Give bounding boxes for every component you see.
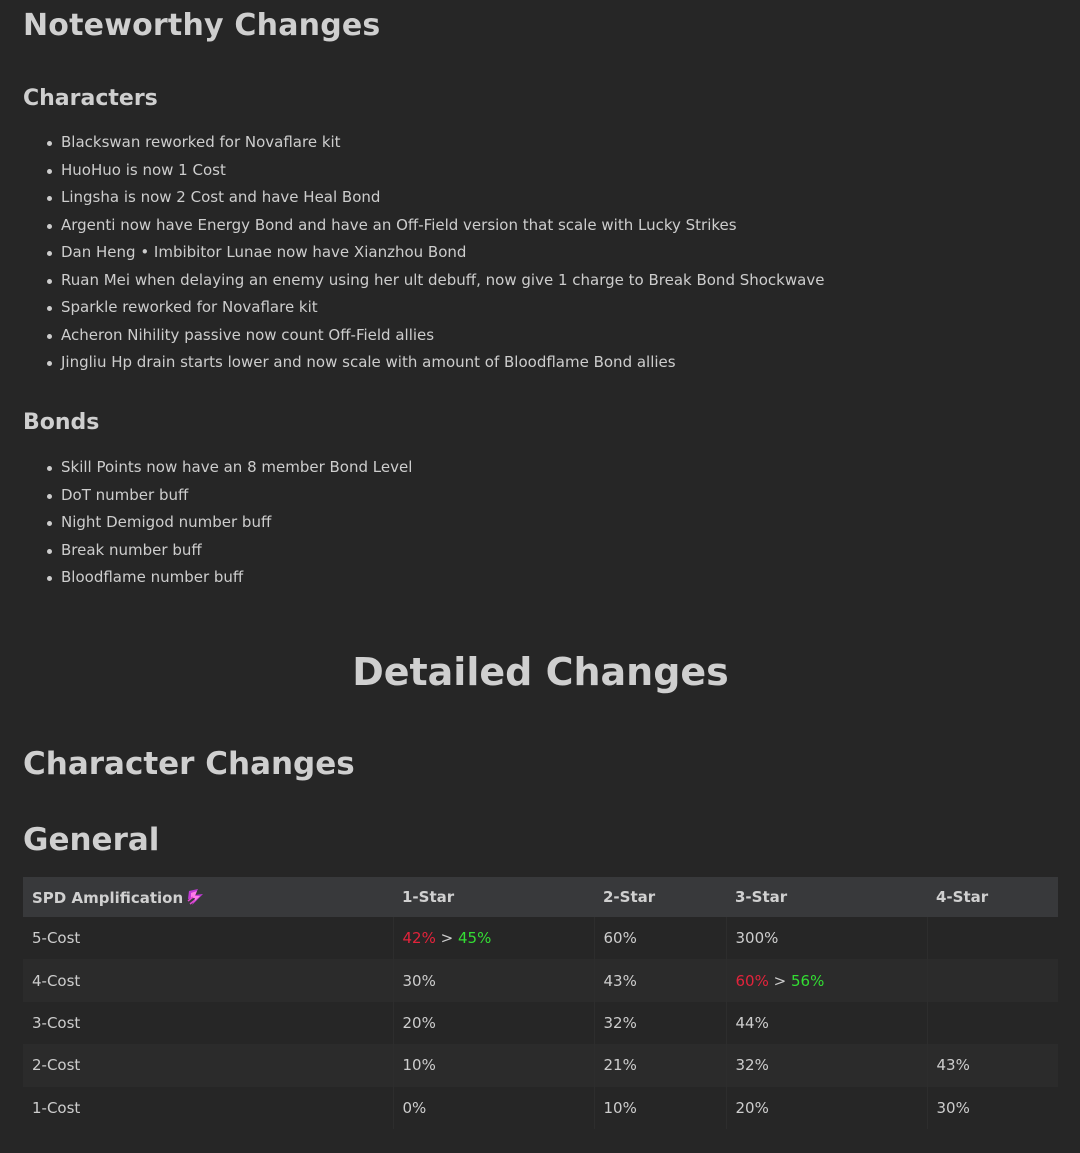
noteworthy-changes-heading: Noteworthy Changes <box>23 8 381 43</box>
table-row <box>23 917 1058 959</box>
table-row <box>23 1002 1058 1044</box>
table-cell: 10% <box>594 1087 726 1129</box>
table-cell <box>393 917 594 959</box>
row-label: 5-Cost <box>23 917 393 959</box>
new-value: 56% <box>790 971 825 990</box>
old-value: 60% <box>735 971 769 990</box>
table-cell: 20% <box>726 1087 927 1129</box>
table-cell: 30% <box>927 1087 1058 1129</box>
table-cell: 20% <box>393 1002 594 1044</box>
spd-amplification-label: SPD Amplification <box>32 889 184 907</box>
new-value: 45% <box>457 929 492 948</box>
characters-list <box>23 129 824 377</box>
column-header-1-star: 1-Star <box>393 877 594 917</box>
row-label: 1-Cost <box>23 1087 393 1129</box>
table-cell: 32% <box>726 1044 927 1086</box>
table-cell <box>927 959 1058 1001</box>
bonds-heading: Bonds <box>23 410 100 435</box>
general-heading: General <box>23 822 160 858</box>
bonds-list <box>23 454 412 592</box>
table-cell <box>927 917 1058 959</box>
table-cell: 0% <box>393 1087 594 1129</box>
column-header-3-star: 3-Star <box>726 877 927 917</box>
table-cell: 43% <box>927 1044 1058 1086</box>
list-item: Sparkle reworked for Novaflare kit <box>61 294 824 322</box>
table-header-row <box>23 877 1058 917</box>
row-label: 3-Cost <box>23 1002 393 1044</box>
table-cell <box>927 1002 1058 1044</box>
table-cell: 10% <box>393 1044 594 1086</box>
table-row <box>23 959 1058 1001</box>
table-cell: 43% <box>594 959 726 1001</box>
characters-heading: Characters <box>23 86 158 111</box>
list-item: Jingliu Hp drain starts lower and now scale with amount of Bloodflame Bond allies <box>61 349 824 377</box>
change-arrow: > <box>773 971 787 990</box>
list-item: DoT number buff <box>61 482 412 510</box>
list-item: Blackswan reworked for Novaflare kit <box>61 129 824 157</box>
old-value: 42% <box>402 929 436 948</box>
list-item: Lingsha is now 2 Cost and have Heal Bond <box>61 184 824 212</box>
list-item: Skill Points now have an 8 member Bond Level <box>61 454 412 482</box>
spd-amplification-icon <box>186 887 206 907</box>
list-item: Bloodflame number buff <box>61 564 412 592</box>
table-cell <box>726 959 927 1001</box>
table-cell: 30% <box>393 959 594 1001</box>
table-row <box>23 1087 1058 1129</box>
row-label: 4-Cost <box>23 959 393 1001</box>
table-cell: 300% <box>726 917 927 959</box>
table-cell: 32% <box>594 1002 726 1044</box>
change-arrow: > <box>440 929 454 948</box>
table-cell: 44% <box>726 1002 927 1044</box>
column-header-spd-amplification <box>23 877 393 917</box>
column-header-4-star: 4-Star <box>927 877 1058 917</box>
list-item: Ruan Mei when delaying an enemy using her ult debuff, now give 1 charge to Break Bond Shockwave <box>61 267 824 295</box>
spd-amplification-table <box>23 877 1058 1129</box>
row-label: 2-Cost <box>23 1044 393 1086</box>
list-item: Break number buff <box>61 537 412 565</box>
list-item: Dan Heng • Imbibitor Lunae now have Xianzhou Bond <box>61 239 824 267</box>
table-cell: 60% <box>594 917 726 959</box>
list-item: Acheron Nihility passive now count Off-Field allies <box>61 322 824 350</box>
detailed-changes-heading: Detailed Changes <box>352 650 729 694</box>
table-cell: 21% <box>594 1044 726 1086</box>
list-item: HuoHuo is now 1 Cost <box>61 157 824 185</box>
column-header-2-star: 2-Star <box>594 877 726 917</box>
list-item: Argenti now have Energy Bond and have an Off-Field version that scale with Lucky Strikes <box>61 212 824 240</box>
list-item: Night Demigod number buff <box>61 509 412 537</box>
character-changes-heading: Character Changes <box>23 746 355 782</box>
table-row <box>23 1044 1058 1086</box>
